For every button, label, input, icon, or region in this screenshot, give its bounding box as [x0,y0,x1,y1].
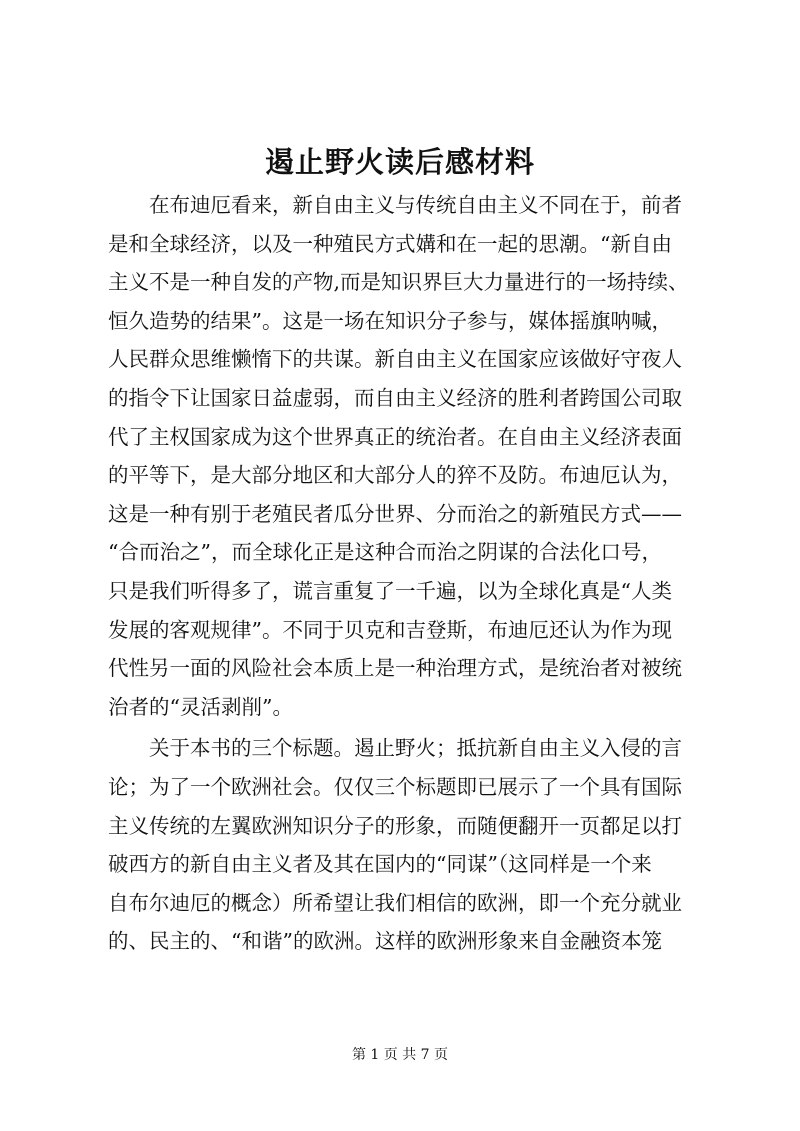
paragraph-1-line-1: 在布迪厄看来，新自由主义与传统自由主义不同在于，前者 [149,193,682,217]
paragraph-2-line-6: 的、民主的、“和谐”的欧洲。这样的欧洲形象来自金融资本笼 [108,929,662,954]
paragraph-1-line-7: 代了主权国家成为这个世界真正的统治者。在自由主义经济表面 [108,424,682,449]
page-number-footer: 第 1 页 共 7 页 [351,1047,449,1063]
paragraph-1-line-3: 主义不是一种自发的产物,而是知识界巨大力量进行的一场持续、 [108,270,689,295]
paragraph-2-line-2: 论；为了一个欧洲社会。仅仅三个标题即已展示了一个具有国际 [108,774,682,799]
paragraph-1-line-11: 只是我们听得多了，谎言重复了一千遍，以为全球化真是“人类 [108,578,672,603]
paragraph-1-line-6: 的指令下让国家日益虚弱，而自由主义经济的胜利者跨国公司取 [108,385,682,410]
paragraph-1-line-8: 的平等下，是大部分地区和大部分人的猝不及防。布迪厄认为， [108,463,682,488]
paragraph-1-line-5: 人民群众思维懒惰下的共谋。新自由主义在国家应该做好守夜人 [108,347,682,372]
paragraph-1-line-2: 是和全球经济，以及一种殖民方式媾和在一起的思潮。“新自由 [108,231,672,256]
paragraph-1-line-10: “合而治之”，而全球化正是这种合而治之阴谋的合法化口号， [108,540,662,565]
paragraph-1-line-13: 代性另一面的风险社会本质上是一种治理方式，是统治者对被统 [108,656,682,681]
paragraph-1-line-14: 治者的“灵活剥削”。 [108,694,293,719]
paragraph-2-line-1: 关于本书的三个标题。遏止野火；抵抗新自由主义入侵的言 [149,736,682,761]
body-text [108,186,692,961]
paragraph-2-line-4: 破西方的新自由主义者及其在国内的“同谋”（这同样是一个来 [108,852,652,877]
paragraph-1-line-12: 发展的客观规律”。不同于贝克和吉登斯，布迪厄还认为作为现 [108,617,672,642]
paragraph-2-line-3: 主义传统的左翼欧洲知识分子的形象，而随便翻开一页都足以打 [108,813,682,838]
page-title: 遏止野火读后感材料 [264,145,535,179]
paragraph-2-line-5: 自布尔迪厄的概念）所希望让我们相信的欧洲，即一个充分就业 [108,890,682,915]
paragraph-1-line-9: 这是一种有别于老殖民者瓜分世界、分而治之的新殖民方式—— [108,501,682,526]
paragraph-1-line-4: 恒久造势的结果”。这是一场在知识分子参与，媒体摇旗呐喊， [108,308,672,333]
